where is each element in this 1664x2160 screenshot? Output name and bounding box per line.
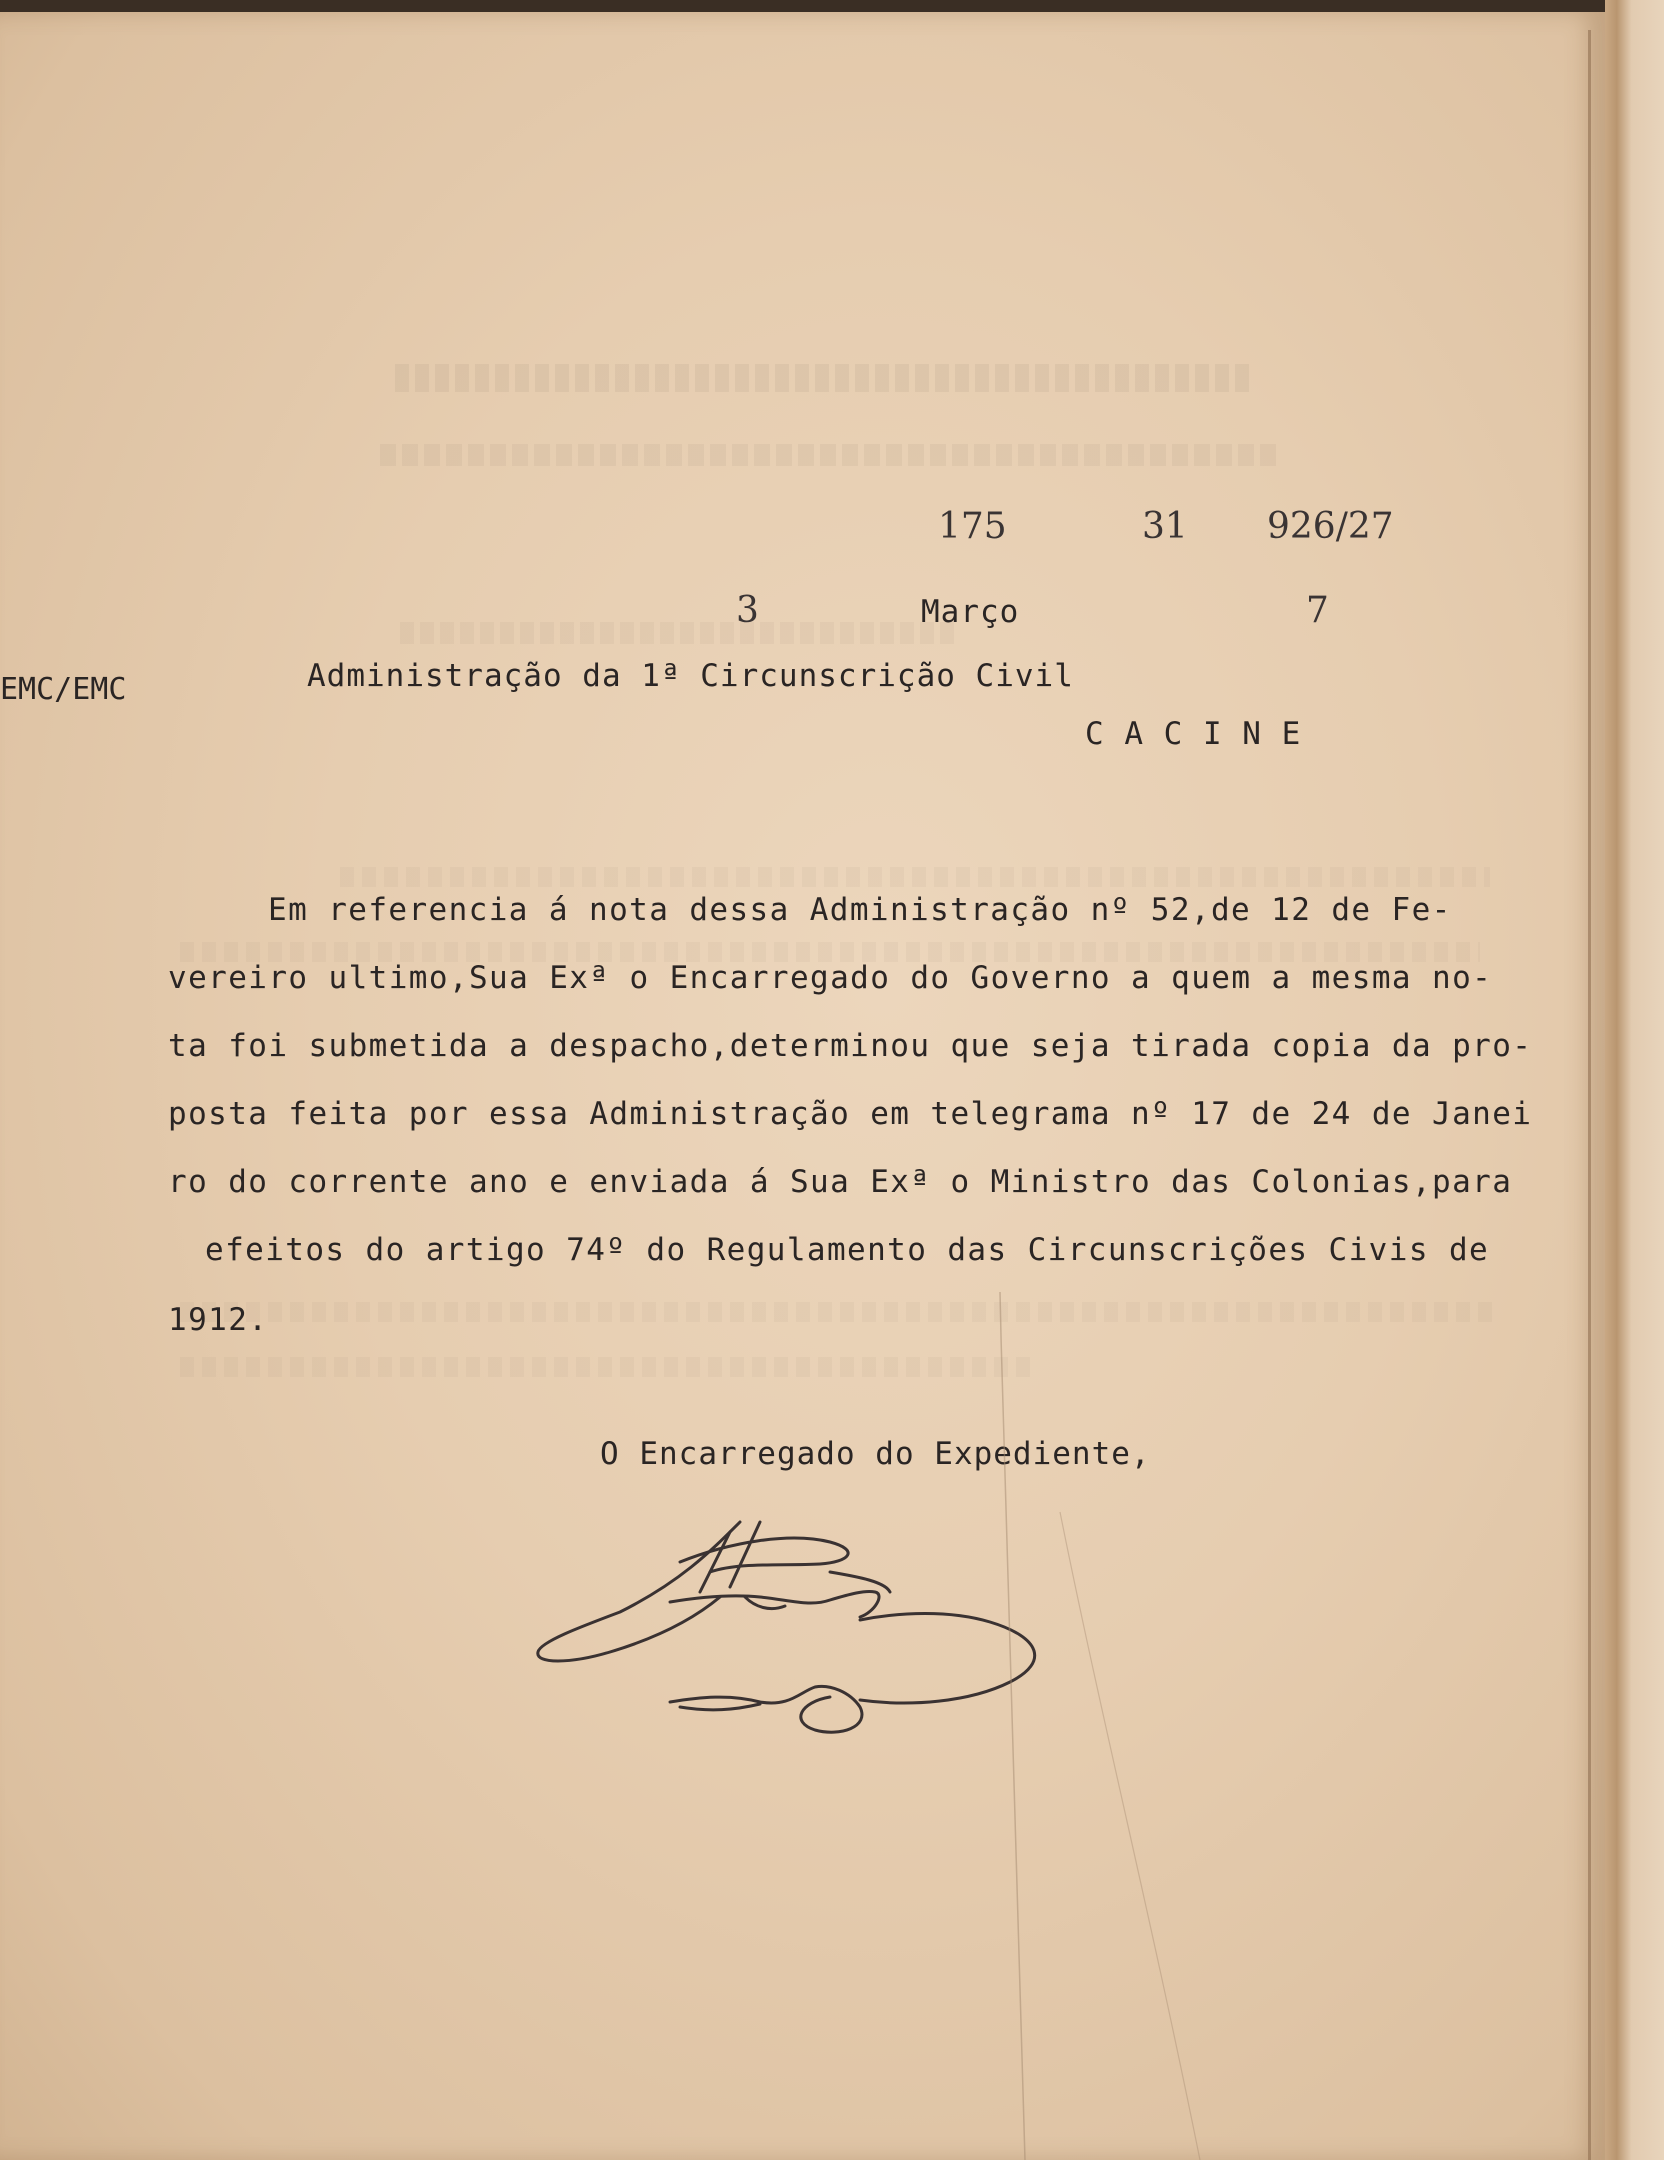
closing-line: O Encarregado do Expediente, <box>600 1436 1151 1472</box>
body-line: ro do corrente ano e enviada á Sua Exª o Ministro das Colonias,para <box>168 1164 1513 1200</box>
bleed-through-mark <box>395 364 1255 392</box>
bleed-through-mark <box>180 942 1480 962</box>
registry-number: 31 <box>1142 506 1188 547</box>
date-month: Março <box>921 594 1020 630</box>
date-day: 3 <box>736 590 759 631</box>
bleed-through-mark <box>380 444 1280 466</box>
addressee-place: C A C I N E <box>1085 716 1302 752</box>
addressee-line: Administração da 1ª Circunscrição Civil <box>307 658 1074 694</box>
bleed-through-mark <box>180 1302 1500 1322</box>
bleed-through-mark <box>340 867 1490 887</box>
reference-code: EMC/EMC <box>0 672 127 707</box>
registry-number: 175 <box>938 506 1007 547</box>
registry-number: 926/27 <box>1267 506 1394 547</box>
body-line: ta foi submetida a despacho,determinou que seja tirada copia da pro- <box>168 1028 1533 1064</box>
signature-image <box>530 1502 1080 1752</box>
body-line: Em referencia á nota dessa Administração nº 52,de 12 de Fe- <box>268 892 1452 928</box>
body-line: efeitos do artigo 74º do Regulamento das Circunscrições Civis de <box>205 1232 1490 1268</box>
body-line: posta feita por essa Administração em telegrama nº 17 de 24 de Janei <box>168 1096 1533 1132</box>
bleed-through-mark <box>180 1357 1030 1377</box>
page-edge <box>1605 0 1664 2160</box>
bleed-through-mark <box>400 622 960 644</box>
document-page <box>0 12 1605 2160</box>
date-year: 7 <box>1306 590 1329 631</box>
body-line: 1912. <box>168 1302 269 1338</box>
body-line: vereiro ultimo,Sua Exª o Encarregado do Governo a quem a mesma no- <box>168 960 1493 996</box>
page-crease <box>0 12 1605 2160</box>
page-edge-line <box>1588 30 1591 2160</box>
